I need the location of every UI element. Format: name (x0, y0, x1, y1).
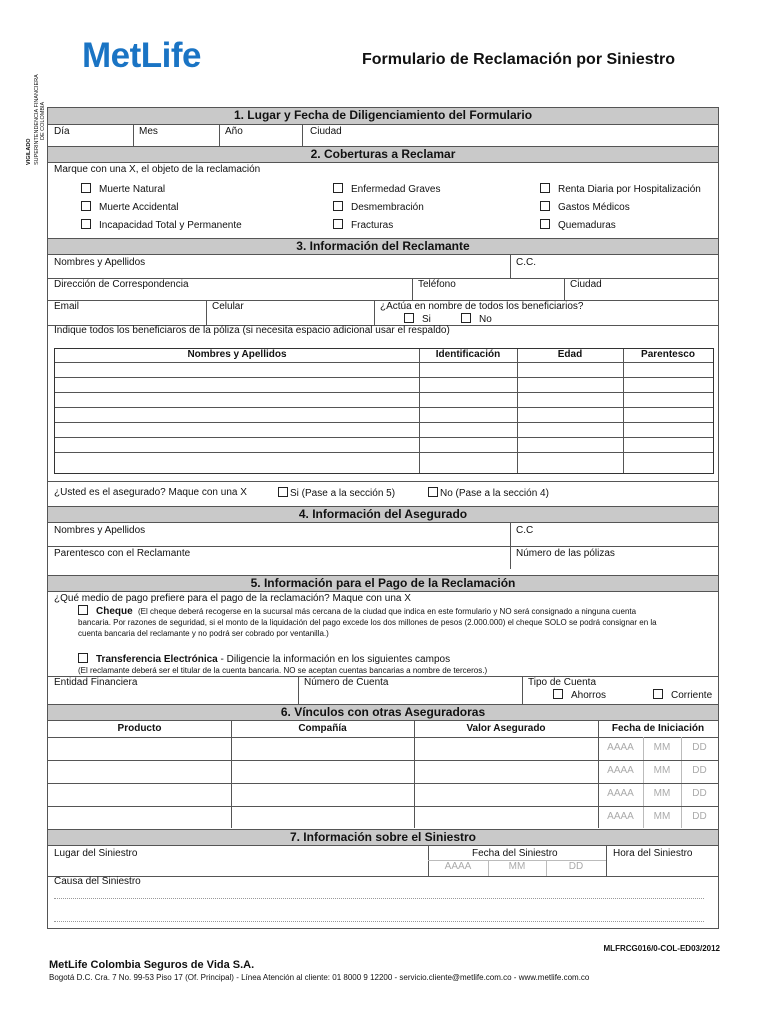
actua-si-option[interactable]: Si (404, 313, 431, 325)
reclamante-nombres-label: Nombres y Apellidos (54, 257, 146, 268)
actua-no-option[interactable]: No (461, 313, 492, 325)
coverage-instruction: Marque con una X, el objeto de la reclamación (54, 164, 261, 175)
column-header: Compañía (298, 723, 347, 734)
checkbox[interactable] (553, 689, 563, 699)
writing-line[interactable] (54, 921, 704, 922)
date-day-placeholder: DD (692, 742, 707, 753)
coverage-option[interactable]: Quemaduras (540, 219, 616, 231)
column-header: Producto (117, 723, 162, 734)
fecha-siniestro-label: Fecha del Siniestro (472, 848, 558, 859)
section-7-header: 7. Información sobre el Siniestro (48, 829, 718, 846)
date-day-placeholder: DD (692, 788, 707, 799)
colombia-text: DE COLOMBIA (40, 101, 46, 140)
section-3-header: 3. Información del Reclamante (48, 238, 718, 255)
company-address: Bogotá D.C. Cra. 7 No. 99-53 Piso 17 (Of. Principal) - Línea Atención al cliente: 01 8000 9 12200 - servicio.cliente@metlife.com.co - www.metlife.com.co (49, 973, 590, 982)
checkbox[interactable] (78, 653, 88, 663)
checkbox[interactable] (428, 487, 438, 497)
celular-label: Celular (212, 301, 244, 312)
section-5-header: 5. Información para el Pago de la Reclamación (48, 575, 718, 592)
checkbox[interactable] (653, 689, 663, 699)
hora-siniestro-label: Hora del Siniestro (613, 848, 693, 859)
cheque-option[interactable]: Cheque (78, 605, 133, 617)
date-year-placeholder: AAAA (607, 765, 634, 776)
checkbox[interactable] (333, 183, 343, 193)
ciudad-label: Ciudad (310, 126, 342, 137)
section-4-header: 4. Información del Asegurado (48, 506, 718, 523)
email-label: Email (54, 301, 80, 312)
checkbox[interactable] (540, 201, 550, 211)
transfer-note: (El reclamante deberá ser el titular de la cuenta bancaria. NO se aceptan cuentas bancarias a nombre de terceros.) (78, 666, 488, 675)
checkbox[interactable] (540, 219, 550, 229)
date-month-placeholder: MM (653, 811, 671, 822)
coverage-option[interactable]: Muerte Accidental (81, 201, 179, 213)
checkbox[interactable] (404, 313, 414, 323)
checkbox[interactable] (81, 183, 91, 193)
reclamante-cc-label: C.C. (516, 257, 536, 268)
coverage-option[interactable]: Enfermedad Graves (333, 183, 441, 195)
section-6-header: 6. Vínculos con otras Aseguradoras (48, 704, 718, 721)
checkbox[interactable] (81, 219, 91, 229)
form-code: MLFRCG016/0-COL-ED03/2012 (603, 944, 720, 953)
checkbox[interactable] (78, 605, 88, 615)
date-year-placeholder: AAAA (444, 861, 472, 872)
writing-line[interactable] (54, 898, 704, 899)
date-day-placeholder: DD (568, 861, 584, 872)
checkbox[interactable] (540, 183, 550, 193)
beneficiaries-table (54, 348, 714, 474)
column-header: Parentesco (641, 349, 695, 360)
checkbox[interactable] (461, 313, 471, 323)
asegurado-nombres-label: Nombres y Apellidos (54, 525, 146, 536)
column-header: Valor Asegurado (466, 723, 546, 734)
dia-label: Día (54, 126, 70, 137)
date-month-placeholder: MM (653, 765, 671, 776)
direccion-label: Dirección de Correspondencia (54, 279, 189, 290)
asegurado-cc-label: C.C (516, 525, 534, 536)
date-day-placeholder: DD (692, 765, 707, 776)
reclamante-ciudad-label: Ciudad (570, 279, 602, 290)
date-month-placeholder: MM (508, 861, 526, 872)
form-title: Formulario de Reclamación por Siniestro (362, 51, 675, 68)
numero-cuenta-label: Número de Cuenta (304, 677, 389, 688)
cheque-note: cuenta bancaria del reclamante y no podrá ser cobrado por ventanilla.) (78, 629, 329, 638)
beneficiaries-instruction: Indique todos los beneficiaros de la póliza (si necesita espacio adicional usar el respaldo) (54, 325, 450, 336)
telefono-label: Teléfono (418, 279, 456, 290)
ano-label: Año (225, 126, 243, 137)
column-header: Fecha de Iniciación (611, 723, 705, 734)
cheque-note: (El cheque deberá recogerse en la sucursal más cercana de la ciudad que indica en este formulario y NO será consignado a ninguna cuenta (138, 607, 637, 616)
ahorros-option[interactable]: Ahorros (553, 689, 606, 701)
date-day-placeholder: DD (692, 811, 707, 822)
checkbox[interactable] (333, 201, 343, 211)
coverage-option[interactable]: Renta Diaria por Hospitalización (540, 183, 701, 195)
causa-siniestro-label: Causa del Siniestro (54, 876, 141, 887)
date-month-placeholder: MM (653, 742, 671, 753)
checkbox[interactable] (81, 201, 91, 211)
coverage-option[interactable]: Incapacidad Total y Permanente (81, 219, 242, 231)
date-year-placeholder: AAAA (607, 788, 634, 799)
vigilado-text: VIGILADO (26, 138, 32, 165)
polizas-label: Número de las pólizas (516, 548, 615, 559)
coverage-option[interactable]: Muerte Natural (81, 183, 165, 195)
checkbox[interactable] (333, 219, 343, 229)
asegurado-question: ¿Usted es el asegurado? Maque con una X (54, 487, 247, 498)
parentesco-label: Parentesco con el Reclamante (54, 548, 191, 559)
section-2-header: 2. Coberturas a Reclamar (48, 146, 718, 163)
corriente-option[interactable]: Corriente (653, 689, 712, 701)
lugar-siniestro-label: Lugar del Siniestro (54, 848, 138, 859)
mes-label: Mes (139, 126, 158, 137)
company-name: MetLife Colombia Seguros de Vida S.A. (49, 959, 255, 971)
asegurado-no-option[interactable]: No (Pase a la sección 4) (428, 487, 549, 499)
column-header: Edad (557, 349, 583, 360)
cheque-note: bancaria. Por razones de seguridad, si el monto de la liquidación del pago excede los dos millones de pesos (2.000.000) el cheque SOLO se podrá consignar en la (78, 618, 657, 627)
claim-form (47, 107, 719, 929)
entidad-label: Entidad Financiera (54, 677, 138, 688)
transfer-option[interactable]: Transferencia Electrónica - Diligencie la información en los siguientes campos (78, 653, 450, 665)
superintendencia-text: SUPERINTENDENCIA FINANCIERA (34, 74, 40, 165)
checkbox[interactable] (278, 487, 288, 497)
date-year-placeholder: AAAA (607, 742, 634, 753)
date-month-placeholder: MM (653, 788, 671, 799)
metlife-logo: MetLife (82, 36, 201, 75)
date-year-placeholder: AAAA (607, 811, 634, 822)
asegurado-si-option[interactable]: Si (Pase a la sección 5) (278, 487, 395, 499)
coverage-option[interactable]: Gastos Médicos (540, 201, 630, 213)
coverage-option[interactable]: Desmembración (333, 201, 424, 213)
tipo-cuenta-label: Tipo de Cuenta (528, 677, 597, 688)
section-1-header: 1. Lugar y Fecha de Diligenciamiento del Formulario (48, 108, 718, 125)
column-header: Identificación (435, 349, 501, 360)
coverage-option[interactable]: Fracturas (333, 219, 393, 231)
regulator-stamp (26, 40, 48, 170)
payment-question: ¿Qué medio de pago prefiere para el pago de la reclamación? Maque con una X (54, 593, 411, 604)
column-header: Nombres y Apellidos (187, 349, 287, 360)
actua-question: ¿Actúa en nombre de todos los beneficiarios? (380, 301, 584, 312)
